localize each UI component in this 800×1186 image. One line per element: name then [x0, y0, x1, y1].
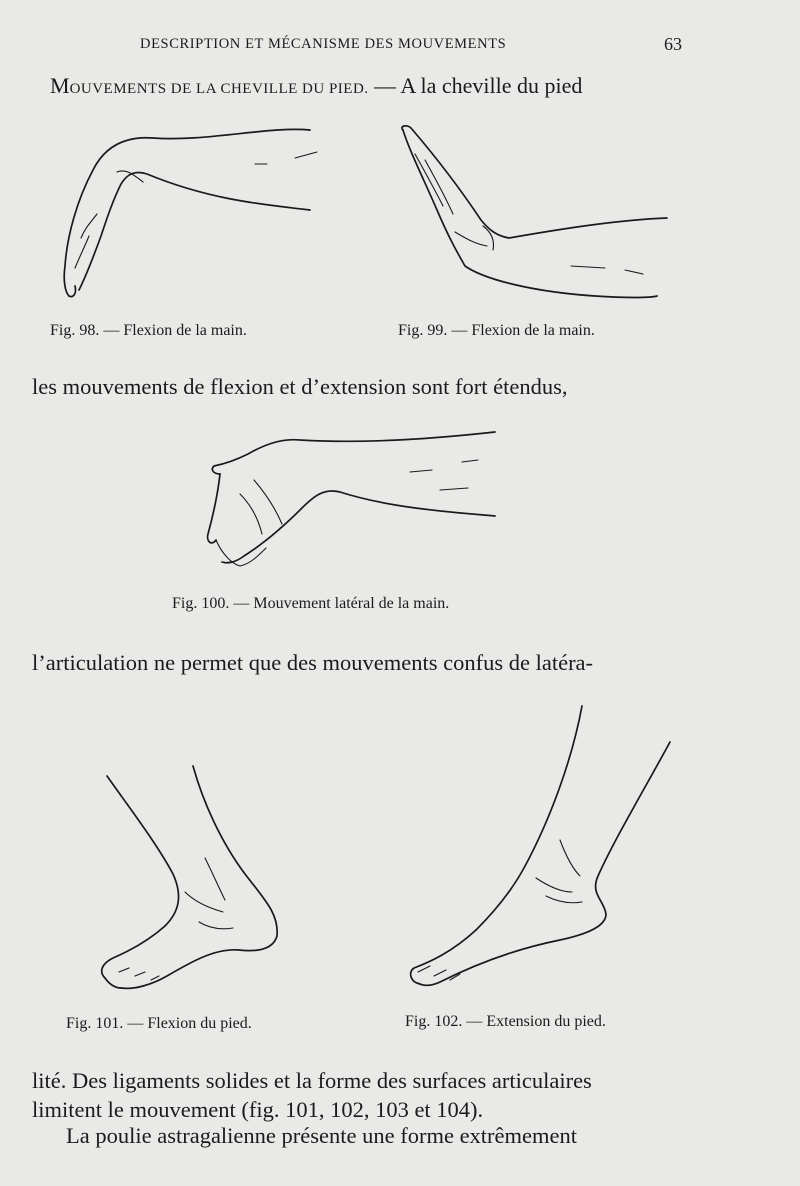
- section-title-initial: M: [50, 73, 70, 98]
- body-line-3: lité. Des ligaments solides et la forme des surfaces articulaires: [32, 1068, 592, 1093]
- fig-101-caption: Fig. 101. — Flexion du pied.: [66, 1015, 252, 1032]
- fig-102-caption: Fig. 102. — Extension du pied.: [405, 1013, 606, 1030]
- page-number: 63: [664, 34, 682, 54]
- fig-102-illustration: [400, 700, 680, 995]
- section-lead-text: — A la cheville du pied: [368, 73, 583, 98]
- fig-98-caption: Fig. 98. — Flexion de la main.: [50, 322, 247, 339]
- fig-100-illustration: [200, 424, 510, 576]
- body-line-5: La poulie astragalienne présente une forme extrêmement: [66, 1123, 578, 1148]
- fig-101-illustration: [95, 762, 290, 997]
- section-heading-line: [50, 73, 582, 99]
- fig-100-caption: Fig. 100. — Mouvement latéral de la main.: [172, 595, 450, 612]
- section-title: OUVEMENTS DE LA CHEVILLE DU PIED.: [69, 81, 369, 97]
- running-header: DESCRIPTION ET MÉCANISME DES MOUVEMENTS: [140, 36, 507, 52]
- fig-99-illustration: [395, 120, 680, 310]
- body-line-4: limitent le mouvement (fig. 101, 102, 103 et 104).: [32, 1097, 484, 1122]
- fig-99-caption: Fig. 99. — Flexion de la main.: [398, 322, 595, 339]
- body-line-2: l’articulation ne permet que des mouvements confus de latéra-: [32, 650, 594, 675]
- fig-98-illustration: [55, 118, 325, 308]
- body-line-1: les mouvements de flexion et d’extension sont fort étendus,: [32, 374, 568, 399]
